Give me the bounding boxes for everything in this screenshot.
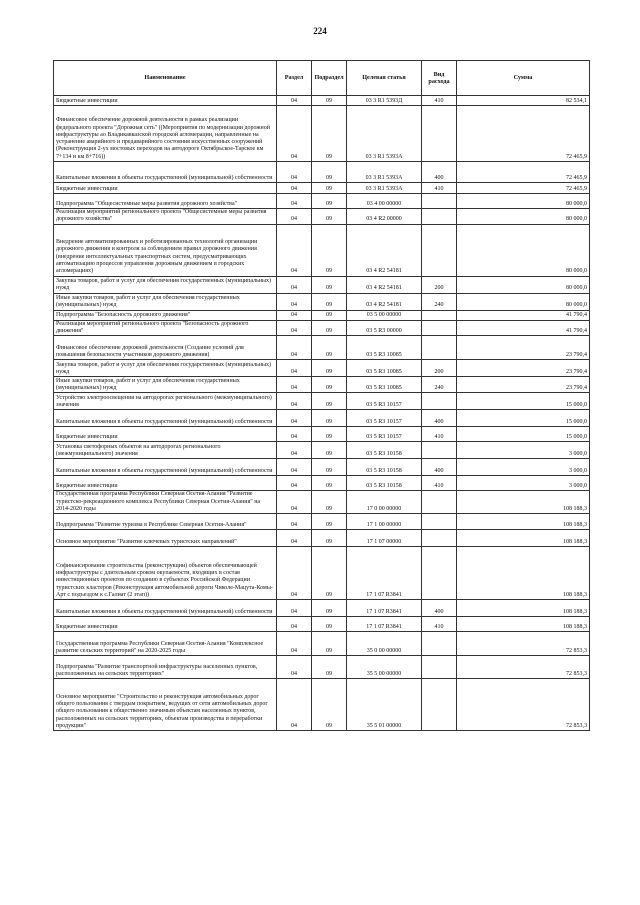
table-row — [54, 632, 590, 656]
cell-name: Капитальные вложения в объекты государственной (муниципальной) собственности — [54, 162, 277, 183]
cell-name: Подпрограмма "Развитие туризма в Республике Северная Осетия-Алания" — [54, 514, 277, 530]
table-row — [54, 459, 590, 476]
cell-subsection: 09 — [312, 632, 347, 656]
table-row — [54, 320, 590, 336]
cell-expense-type — [422, 310, 457, 320]
cell-sum: 80 000,0 — [457, 293, 590, 310]
cell-section: 04 — [277, 96, 312, 106]
cell-section: 04 — [277, 530, 312, 547]
cell-expense-type — [422, 194, 457, 209]
cell-expense-type: 410 — [422, 476, 457, 491]
cell-name: Реализация мероприятий регионального проекта "Общесистемные меры развития дорожного хозяйства" — [54, 209, 277, 225]
cell-subsection: 09 — [312, 96, 347, 106]
table-row — [54, 276, 590, 293]
cell-section: 04 — [277, 310, 312, 320]
header-subsection: Подраздел — [312, 61, 347, 96]
cell-name: Финансовое обеспечение дорожной деятельности в рамках реализации федерального проекта "Дорожная сеть" ((Мероприятия по модернизации дорожной инфраструктуры ао Владикавказской городской агломерации, направленные на устранение аварийного и предаварийного состояния искусственных сооружений (Реконструкция 2-ух мостовых переходов на автодороге Октябрьское-Тарское км 7+134 и км 8+716)) — [54, 106, 277, 162]
cell-expense-type — [422, 514, 457, 530]
cell-section: 04 — [277, 656, 312, 679]
cell-sum: 80 000,0 — [457, 224, 590, 276]
cell-sum: 80 000,0 — [457, 209, 590, 225]
cell-sum: 80 000,0 — [457, 276, 590, 293]
cell-subsection: 09 — [312, 276, 347, 293]
table-row — [54, 360, 590, 377]
table-row — [54, 106, 590, 162]
cell-subsection: 09 — [312, 491, 347, 514]
cell-subsection: 09 — [312, 162, 347, 183]
cell-article: 03 5 R3 10157 — [347, 393, 422, 410]
cell-sum: 108 188,3 — [457, 530, 590, 547]
cell-sum: 23 790,4 — [457, 377, 590, 393]
cell-section: 04 — [277, 183, 312, 194]
cell-article: 03 5 R3 10085 — [347, 377, 422, 393]
header-expense-type: Вид расхода — [422, 61, 457, 96]
cell-sum: 108 188,3 — [457, 514, 590, 530]
cell-expense-type: 240 — [422, 377, 457, 393]
table-row — [54, 442, 590, 459]
cell-section: 04 — [277, 336, 312, 360]
cell-section: 04 — [277, 476, 312, 491]
cell-subsection: 09 — [312, 224, 347, 276]
cell-section: 04 — [277, 393, 312, 410]
cell-subsection: 09 — [312, 336, 347, 360]
cell-article: 17 1 00 00000 — [347, 514, 422, 530]
cell-expense-type — [422, 209, 457, 225]
cell-name: Бюджетные инвестиции — [54, 183, 277, 194]
table-row — [54, 194, 590, 209]
table-row — [54, 514, 590, 530]
table-row — [54, 476, 590, 491]
cell-article: 17 1 07 R3841 — [347, 617, 422, 632]
cell-section: 04 — [277, 410, 312, 427]
table-header-row — [54, 61, 590, 96]
cell-name: Закупка товаров, работ и услуг для обеспечения государственных (муниципальных) нужд — [54, 276, 277, 293]
cell-name: Бюджетные инвестиции — [54, 476, 277, 491]
cell-article: 17 1 07 R3841 — [347, 547, 422, 600]
cell-expense-type — [422, 336, 457, 360]
cell-expense-type: 400 — [422, 410, 457, 427]
cell-section: 04 — [277, 360, 312, 377]
header-article: Целевая статья — [347, 61, 422, 96]
table-row — [54, 530, 590, 547]
cell-expense-type — [422, 320, 457, 336]
cell-subsection: 09 — [312, 459, 347, 476]
cell-sum: 15 000,0 — [457, 393, 590, 410]
cell-subsection: 09 — [312, 393, 347, 410]
cell-name: Бюджетные инвестиции — [54, 617, 277, 632]
cell-name: Бюджетные инвестиции — [54, 96, 277, 106]
cell-name: Внедрение автоматизированных и роботизированных технологий организации дорожного движения и контроля за соблюдением правил дорожного движения (внедрение интеллектуальных транспортных систем, предусматривающих автоматизацию процессов управления дорожным движением в городских агломерациях) — [54, 224, 277, 276]
cell-sum: 15 000,0 — [457, 410, 590, 427]
cell-section: 04 — [277, 600, 312, 617]
cell-name: Капитальные вложения в объекты государственной (муниципальной) собственности — [54, 410, 277, 427]
cell-article: 35 0 00 00000 — [347, 632, 422, 656]
cell-section: 04 — [277, 514, 312, 530]
cell-article: 03 5 R3 10157 — [347, 427, 422, 442]
table-body — [54, 96, 590, 731]
cell-section: 04 — [277, 377, 312, 393]
cell-sum: 108 188,3 — [457, 617, 590, 632]
cell-section: 04 — [277, 224, 312, 276]
cell-sum: 72 853,3 — [457, 656, 590, 679]
cell-article: 35 5 01 00000 — [347, 679, 422, 731]
cell-article: 03 3 R1 5393A — [347, 183, 422, 194]
cell-expense-type: 240 — [422, 293, 457, 310]
cell-expense-type: 410 — [422, 427, 457, 442]
cell-expense-type — [422, 656, 457, 679]
cell-article: 03 4 R2 54181 — [347, 224, 422, 276]
cell-section: 04 — [277, 106, 312, 162]
cell-article: 03 3 R1 5393A — [347, 106, 422, 162]
table-row — [54, 427, 590, 442]
cell-expense-type: 400 — [422, 600, 457, 617]
cell-subsection: 09 — [312, 377, 347, 393]
cell-subsection: 09 — [312, 679, 347, 731]
cell-expense-type — [422, 442, 457, 459]
cell-article: 03 4 R2 00000 — [347, 209, 422, 225]
cell-article: 03 5 R3 10085 — [347, 360, 422, 377]
cell-section: 04 — [277, 491, 312, 514]
cell-section: 04 — [277, 632, 312, 656]
table-row — [54, 491, 590, 514]
table-row — [54, 209, 590, 225]
cell-section: 04 — [277, 162, 312, 183]
cell-section: 04 — [277, 459, 312, 476]
table-row — [54, 679, 590, 731]
table-row — [54, 293, 590, 310]
cell-sum: 3 000,0 — [457, 459, 590, 476]
cell-article: 03 3 R1 5393A — [347, 162, 422, 183]
table-row — [54, 617, 590, 632]
cell-article: 03 4 00 00000 — [347, 194, 422, 209]
cell-name: Подпрограмма "Развитие транспортной инфраструктуры населенных пунктов, расположенных на сельских территориях" — [54, 656, 277, 679]
cell-sum: 108 188,3 — [457, 600, 590, 617]
cell-sum: 15 000,0 — [457, 427, 590, 442]
cell-section: 04 — [277, 547, 312, 600]
cell-sum: 41 790,4 — [457, 320, 590, 336]
cell-subsection: 09 — [312, 656, 347, 679]
table-row — [54, 183, 590, 194]
cell-name: Установка светофорных объектов на автодорогах регионального (межмуниципального) значения — [54, 442, 277, 459]
cell-subsection: 09 — [312, 476, 347, 491]
cell-expense-type: 400 — [422, 162, 457, 183]
cell-section: 04 — [277, 194, 312, 209]
cell-subsection: 09 — [312, 310, 347, 320]
cell-section: 04 — [277, 293, 312, 310]
cell-name: Устройство электроосвещения на автодорогах регионального (межмуниципального) значения — [54, 393, 277, 410]
cell-sum: 108 188,3 — [457, 547, 590, 600]
page-number: 224 — [313, 26, 327, 36]
cell-subsection: 09 — [312, 547, 347, 600]
cell-expense-type — [422, 679, 457, 731]
table-row — [54, 410, 590, 427]
cell-name: Софинансирование строительства (реконструкции) объектов обеспечивающей инфраструктуры с длительным сроком окупаемости, входящих в состав инвестиционных проектов по созданию в субъектах Российской Федерации туристских кластеров (Реконструкция автомобильной дороги Чиколе-Мацута-Комы-Арт с подъездом к с.Галиат (2 этап)) — [54, 547, 277, 600]
cell-sum: 72 465,9 — [457, 183, 590, 194]
cell-expense-type — [422, 106, 457, 162]
cell-section: 04 — [277, 320, 312, 336]
cell-article: 03 5 R3 10085 — [347, 336, 422, 360]
cell-name: Основное мероприятие "Развитие ключевых туристских направлений" — [54, 530, 277, 547]
cell-sum: 80 000,0 — [457, 194, 590, 209]
cell-sum: 23 790,4 — [457, 360, 590, 377]
cell-sum: 72 465,9 — [457, 162, 590, 183]
cell-article: 03 5 R3 00000 — [347, 320, 422, 336]
table-row — [54, 162, 590, 183]
cell-sum: 82 534,1 — [457, 96, 590, 106]
table-row — [54, 377, 590, 393]
budget-table — [53, 60, 590, 731]
cell-name: Подпрограмма "Безопасность дорожного движения" — [54, 310, 277, 320]
cell-subsection: 09 — [312, 106, 347, 162]
cell-article: 03 5 R3 10158 — [347, 442, 422, 459]
cell-subsection: 09 — [312, 209, 347, 225]
cell-subsection: 09 — [312, 530, 347, 547]
table-row — [54, 393, 590, 410]
cell-subsection: 09 — [312, 183, 347, 194]
table-row — [54, 96, 590, 106]
table-row — [54, 600, 590, 617]
cell-article: 17 0 00 00000 — [347, 491, 422, 514]
cell-subsection: 09 — [312, 360, 347, 377]
cell-subsection: 09 — [312, 617, 347, 632]
cell-section: 04 — [277, 276, 312, 293]
header-sum: Сумма — [457, 61, 590, 96]
table-row — [54, 336, 590, 360]
cell-name: Капитальные вложения в объекты государственной (муниципальной) собственности — [54, 600, 277, 617]
cell-section: 04 — [277, 679, 312, 731]
cell-expense-type — [422, 491, 457, 514]
cell-name: Финансовое обеспечение дорожной деятельности (Создание условий для повышения безопасности участников дорожного движения) — [54, 336, 277, 360]
cell-sum: 3 000,0 — [457, 476, 590, 491]
cell-subsection: 09 — [312, 442, 347, 459]
cell-article: 03 5 R3 10158 — [347, 459, 422, 476]
cell-article: 03 5 R3 10158 — [347, 476, 422, 491]
cell-name: Иные закупки товаров, работ и услуг для обеспечения государственных (муниципальных) нужд — [54, 377, 277, 393]
cell-subsection: 09 — [312, 320, 347, 336]
cell-article: 03 5 00 00000 — [347, 310, 422, 320]
cell-sum: 23 790,4 — [457, 336, 590, 360]
cell-name: Реализация мероприятий регионального проекта "Безопасность дорожного движения" — [54, 320, 277, 336]
cell-sum: 72 465,9 — [457, 106, 590, 162]
cell-article: 03 5 R3 10157 — [347, 410, 422, 427]
cell-subsection: 09 — [312, 410, 347, 427]
cell-article: 35 5 00 00000 — [347, 656, 422, 679]
cell-subsection: 09 — [312, 600, 347, 617]
cell-sum: 72 853,3 — [457, 632, 590, 656]
table-row — [54, 656, 590, 679]
cell-name: Подпрограмма "Общесистемные меры развития дорожного хозяйства" — [54, 194, 277, 209]
cell-expense-type: 200 — [422, 276, 457, 293]
cell-subsection: 09 — [312, 194, 347, 209]
cell-subsection: 09 — [312, 514, 347, 530]
table-row — [54, 547, 590, 600]
header-name: Наименование — [54, 61, 277, 96]
cell-expense-type: 200 — [422, 360, 457, 377]
cell-name: Основное мероприятие "Строительство и реконструкция автомобильных дорог общего пользования с твердым покрытием, ведущих от сети автомобильных дорог общего пользования к общественно значимым объектам населенных пунктов, расположенных на сельских территориях, объектам производства и переработки продукции" — [54, 679, 277, 731]
cell-expense-type — [422, 632, 457, 656]
cell-article: 03 4 R2 54181 — [347, 276, 422, 293]
cell-name: Иные закупки товаров, работ и услуг для обеспечения государственных (муниципальных) нужд — [54, 293, 277, 310]
cell-expense-type — [422, 547, 457, 600]
header-section: Раздел — [277, 61, 312, 96]
cell-sum: 41 790,4 — [457, 310, 590, 320]
cell-article: 03 4 R2 54181 — [347, 293, 422, 310]
cell-section: 04 — [277, 617, 312, 632]
cell-article: 03 3 R1 5393Д — [347, 96, 422, 106]
cell-section: 04 — [277, 442, 312, 459]
cell-expense-type: 410 — [422, 183, 457, 194]
cell-sum: 72 853,3 — [457, 679, 590, 731]
cell-name: Бюджетные инвестиции — [54, 427, 277, 442]
cell-expense-type: 410 — [422, 96, 457, 106]
cell-expense-type — [422, 224, 457, 276]
cell-sum: 3 000,0 — [457, 442, 590, 459]
cell-name: Закупка товаров, работ и услуг для обеспечения государственных (муниципальных) нужд — [54, 360, 277, 377]
cell-subsection: 09 — [312, 427, 347, 442]
cell-subsection: 09 — [312, 293, 347, 310]
cell-name: Капитальные вложения в объекты государственной (муниципальной) собственности — [54, 459, 277, 476]
table-row — [54, 224, 590, 276]
cell-name: Государственная программа Республики Северная Осетия-Алания "Развитие туристско-рекреационного комплекса Республики Северная Осетия-Алания" на 2014-2020 годы — [54, 491, 277, 514]
cell-expense-type — [422, 530, 457, 547]
cell-section: 04 — [277, 427, 312, 442]
cell-section: 04 — [277, 209, 312, 225]
cell-expense-type — [422, 393, 457, 410]
cell-article: 17 1 07 R3841 — [347, 600, 422, 617]
cell-sum: 108 188,3 — [457, 491, 590, 514]
table-row — [54, 310, 590, 320]
cell-article: 17 1 07 00000 — [347, 530, 422, 547]
cell-name: Государственная программа Республики Северная Осетия-Алания "Комплексное развитие сельских территорий" на 2020-2025 годы — [54, 632, 277, 656]
cell-expense-type: 400 — [422, 459, 457, 476]
cell-expense-type: 410 — [422, 617, 457, 632]
